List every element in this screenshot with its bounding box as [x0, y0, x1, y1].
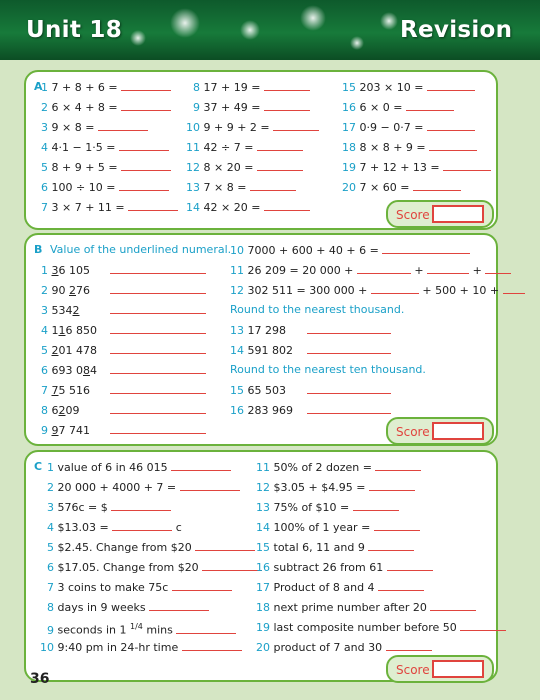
question-text: 7 × 8 =	[203, 181, 247, 194]
question-number: 10	[186, 121, 200, 134]
question-text: last composite number before 50	[273, 621, 457, 634]
question-text: 9 × 8 =	[51, 121, 95, 134]
question-number: 15	[256, 541, 270, 554]
section-letter: B	[34, 243, 43, 256]
question-number: 5	[47, 541, 54, 554]
header-banner	[0, 0, 540, 60]
question-text: 7 × 60 =	[359, 181, 410, 194]
underlined-digit: 3	[51, 264, 59, 277]
question-text: 8 × 20 =	[203, 161, 254, 174]
question-text: $3.05 + $4.95 =	[273, 481, 366, 494]
question-number: 19	[256, 621, 270, 634]
question-number: 5	[41, 344, 48, 357]
sparkle	[240, 20, 260, 40]
question-text: 203 × 10 =	[359, 81, 424, 94]
question	[256, 600, 476, 615]
question-text: value of 6 in 46 015	[57, 461, 168, 474]
underlined-digit: 9	[51, 424, 59, 437]
numeral: 90 276	[51, 284, 90, 297]
question-text: 75% of $10 =	[273, 501, 350, 514]
question	[40, 403, 206, 418]
section-b-panel	[24, 233, 498, 446]
question	[40, 140, 169, 155]
answer-blank[interactable]	[250, 180, 296, 191]
question: 16 283 969	[230, 403, 391, 418]
unit-suffix: c	[175, 521, 182, 534]
question-text: 42 ÷ 7 =	[203, 141, 254, 154]
question-text: 3 × 7 + 11 =	[51, 201, 125, 214]
answer-blank[interactable]	[374, 520, 420, 531]
section-a-panel	[24, 70, 498, 230]
question-text: 0·9 − 0·7 =	[359, 121, 424, 134]
question	[40, 423, 206, 438]
question-number: 14	[256, 521, 270, 534]
question-number: 14	[186, 201, 200, 214]
question	[342, 80, 475, 95]
unit-title: Unit 18	[26, 17, 123, 43]
question	[40, 580, 232, 595]
question-number: 12	[186, 161, 200, 174]
answer-blank[interactable]	[460, 620, 506, 631]
underlined-digit: 7	[51, 384, 59, 397]
question	[342, 140, 477, 155]
question	[40, 323, 206, 338]
question-number: 7	[41, 384, 48, 397]
answer-blank[interactable]	[110, 303, 206, 314]
question	[40, 500, 171, 515]
score-input[interactable]	[432, 422, 484, 440]
question	[40, 640, 242, 655]
question-text: product of 7 and 30	[273, 641, 383, 654]
answer-blank[interactable]	[485, 263, 511, 274]
question-text: 20 000 + 4000 + 7 =	[57, 481, 177, 494]
section-letter: C	[34, 460, 43, 473]
numeral: 201 478	[51, 344, 97, 357]
underlined-digit: 2	[72, 304, 80, 317]
answer-blank[interactable]	[121, 80, 171, 91]
question	[40, 620, 236, 638]
answer-blank[interactable]	[427, 80, 475, 91]
question-text: $2.45. Change from $20	[57, 541, 192, 554]
score-box	[386, 200, 494, 228]
question-text: days in 9 weeks	[57, 601, 146, 614]
question-text: 9:40 pm in 24-hr time	[57, 641, 179, 654]
answer-blank[interactable]	[427, 120, 475, 131]
sparkle	[170, 8, 200, 38]
page-number: 36	[30, 671, 50, 687]
answer-blank[interactable]	[406, 100, 454, 111]
question	[342, 180, 461, 195]
question-text: 3 coins to make 75c	[57, 581, 169, 594]
question-number: 16	[342, 101, 356, 114]
answer-blank[interactable]	[427, 263, 469, 274]
question	[40, 120, 148, 135]
question	[256, 580, 424, 595]
question-text: Product of 8 and 4	[273, 581, 375, 594]
question-number: 19	[342, 161, 356, 174]
question-number: 2	[41, 284, 48, 297]
fraction: 1/4	[129, 622, 143, 631]
answer-blank[interactable]	[180, 480, 240, 491]
numeral: 36 105	[51, 264, 90, 277]
question-number: 8	[193, 81, 200, 94]
round-thousand-heading: Round to the nearest thousand.	[230, 303, 405, 316]
question	[40, 263, 206, 278]
answer-blank[interactable]	[110, 263, 206, 274]
answer-blank[interactable]	[149, 600, 209, 611]
underlined-digit: 2	[51, 344, 59, 357]
question-number: 11	[186, 141, 200, 154]
question	[186, 200, 310, 215]
question	[40, 520, 182, 535]
question-text: $17.05. Change from $20	[57, 561, 199, 574]
question	[40, 560, 262, 575]
underlined-digit: 8	[83, 364, 90, 377]
question-number: 5	[41, 161, 48, 174]
answer-blank[interactable]	[307, 383, 391, 394]
answer-blank[interactable]	[202, 560, 262, 571]
answer-blank[interactable]	[264, 200, 310, 211]
question-number: 17	[256, 581, 270, 594]
answer-blank[interactable]	[430, 600, 476, 611]
question	[256, 540, 414, 555]
answer-blank[interactable]	[121, 100, 171, 111]
answer-blank[interactable]	[353, 500, 399, 511]
question: 14 591 802	[230, 343, 391, 358]
question-number: 4	[41, 324, 48, 337]
question	[256, 480, 415, 495]
answer-blank[interactable]	[386, 640, 432, 651]
question	[40, 160, 171, 175]
score-label: Score	[396, 425, 430, 439]
answer-blank[interactable]	[110, 343, 206, 354]
answer-blank[interactable]	[172, 580, 232, 591]
answer-blank[interactable]	[264, 100, 310, 111]
underlined-digit: 2	[69, 284, 76, 297]
question-number: 8	[41, 404, 48, 417]
question	[342, 160, 491, 175]
question-text: 100% of 1 year =	[273, 521, 371, 534]
numeral: 75 516	[51, 384, 90, 397]
question-number: 3	[47, 501, 54, 514]
answer-blank[interactable]	[98, 120, 148, 131]
numeral: 693 084	[51, 364, 97, 377]
question-number: 18	[342, 141, 356, 154]
answer-blank[interactable]	[257, 140, 303, 151]
question	[40, 600, 209, 615]
question-text: $13.03 =	[57, 521, 109, 534]
question-number: 9	[41, 424, 48, 437]
question-number: 2	[47, 481, 54, 494]
question-number: 9	[47, 623, 54, 637]
question: 10 7000 + 600 + 40 + 6 =	[230, 243, 470, 258]
question-number: 15	[342, 81, 356, 94]
question	[186, 140, 303, 155]
question-text: seconds in 1	[57, 623, 127, 637]
question-number: 17	[342, 121, 356, 134]
question-text: 8 × 8 + 9 =	[359, 141, 426, 154]
question	[256, 640, 432, 655]
question-text: next prime number after 20	[273, 601, 427, 614]
question: 15 65 503	[230, 383, 391, 398]
answer-blank[interactable]	[429, 140, 477, 151]
section-b-heading: Value of the underlined numeral.	[50, 243, 232, 256]
question	[186, 120, 319, 135]
question	[342, 120, 475, 135]
question-number: 3	[41, 304, 48, 317]
answer-blank[interactable]	[264, 80, 310, 91]
question	[40, 343, 206, 358]
answer-blank[interactable]	[368, 540, 414, 551]
answer-blank[interactable]	[121, 160, 171, 171]
answer-blank[interactable]	[357, 263, 411, 274]
score-box	[386, 417, 494, 445]
question-number: 4	[41, 141, 48, 154]
question-text: 9 + 9 + 2 =	[203, 121, 270, 134]
score-label: Score	[396, 663, 430, 677]
question	[186, 80, 310, 95]
answer-blank[interactable]	[273, 120, 319, 131]
answer-blank[interactable]	[110, 403, 206, 414]
question-number: 6	[41, 181, 48, 194]
score-input[interactable]	[432, 660, 484, 678]
question	[40, 303, 206, 318]
question-number: 13	[186, 181, 200, 194]
question	[40, 460, 231, 475]
answer-blank[interactable]	[128, 200, 178, 211]
question	[40, 180, 169, 195]
question-number: 1	[41, 81, 48, 94]
question-number: 7	[47, 581, 54, 594]
question	[256, 520, 420, 535]
question-text: 8 + 9 + 5 =	[51, 161, 118, 174]
question-number: 20	[256, 641, 270, 654]
sparkle	[380, 12, 398, 30]
answer-blank[interactable]	[371, 283, 419, 294]
numeral: 5342	[51, 304, 80, 317]
answer-blank[interactable]	[307, 403, 391, 414]
numeral: 6209	[51, 404, 80, 417]
question	[40, 363, 206, 378]
answer-blank[interactable]	[307, 343, 391, 354]
score-label: Score	[396, 208, 430, 222]
question-number: 16	[256, 561, 270, 574]
answer-blank[interactable]	[119, 180, 169, 191]
answer-blank[interactable]	[110, 383, 206, 394]
question-number: 6	[47, 561, 54, 574]
section-c-panel	[24, 450, 498, 682]
score-box	[386, 655, 494, 683]
answer-blank[interactable]	[382, 243, 470, 254]
question	[186, 180, 296, 195]
answer-blank[interactable]	[307, 323, 391, 334]
sparkle	[300, 5, 326, 31]
answer-blank[interactable]	[110, 323, 206, 334]
question-number: 18	[256, 601, 270, 614]
underlined-digit: 2	[58, 404, 66, 417]
question-number: 6	[41, 364, 48, 377]
question-text: 576c = $	[57, 501, 108, 514]
question	[256, 560, 433, 575]
round-ten-thousand-heading: Round to the nearest ten thousand.	[230, 363, 426, 376]
answer-blank[interactable]	[257, 160, 303, 171]
answer-blank[interactable]	[176, 623, 236, 634]
question-number: 13	[256, 501, 270, 514]
question-number: 2	[41, 101, 48, 114]
answer-blank[interactable]	[387, 560, 433, 571]
question-text: 50% of 2 dozen =	[273, 461, 372, 474]
question-text: 7 + 12 + 13 =	[359, 161, 440, 174]
question-number: 8	[47, 601, 54, 614]
answer-blank[interactable]	[375, 460, 421, 471]
question	[40, 540, 255, 555]
question-number: 20	[342, 181, 356, 194]
question-text: 100 ÷ 10 =	[51, 181, 116, 194]
answer-blank[interactable]	[112, 520, 172, 531]
underlined-digit: 1	[58, 324, 66, 337]
question-text: 7 + 8 + 6 =	[51, 81, 118, 94]
question	[40, 200, 178, 215]
answer-blank[interactable]	[110, 363, 206, 374]
question	[40, 80, 171, 95]
question-number: 11	[256, 461, 270, 474]
score-input[interactable]	[432, 205, 484, 223]
question	[256, 460, 421, 475]
answer-blank[interactable]	[182, 640, 242, 651]
question	[40, 480, 240, 495]
question-text: 17 + 19 =	[203, 81, 261, 94]
numeral: 116 850	[51, 324, 97, 337]
answer-blank[interactable]	[110, 423, 206, 434]
question	[342, 100, 454, 115]
question: 12 302 511 = 300 000 + + 500 + 10 +	[230, 283, 525, 298]
question-number: 4	[47, 521, 54, 534]
question	[40, 283, 206, 298]
question-number: 12	[256, 481, 270, 494]
question-text: 6 × 4 + 8 =	[51, 101, 118, 114]
question-text: 42 × 20 =	[203, 201, 261, 214]
question-number: 7	[41, 201, 48, 214]
question: 11 26 209 = 20 000 + + +	[230, 263, 511, 278]
answer-blank[interactable]	[413, 180, 461, 191]
question	[256, 500, 399, 515]
section-letter: A	[34, 80, 43, 93]
question-text: subtract 26 from 61	[273, 561, 384, 574]
answer-blank[interactable]	[110, 283, 206, 294]
sparkle	[130, 30, 146, 46]
answer-blank[interactable]	[443, 160, 491, 171]
sparkle	[350, 36, 364, 50]
answer-blank[interactable]	[111, 500, 171, 511]
answer-blank[interactable]	[503, 283, 525, 294]
question-number: 3	[41, 121, 48, 134]
answer-blank[interactable]	[195, 540, 255, 551]
question	[256, 620, 506, 635]
question	[186, 160, 303, 175]
question-number: 9	[193, 101, 200, 114]
question: 13 17 298	[230, 323, 391, 338]
question-number: 1	[41, 264, 48, 277]
question-text: mins	[146, 623, 173, 637]
answer-blank[interactable]	[171, 460, 231, 471]
section-title: Revision	[400, 17, 513, 43]
answer-blank[interactable]	[369, 480, 415, 491]
answer-blank[interactable]	[378, 580, 424, 591]
question	[186, 100, 310, 115]
question	[40, 383, 206, 398]
question	[40, 100, 171, 115]
answer-blank[interactable]	[119, 140, 169, 151]
question-number: 1	[47, 461, 54, 474]
question-text: 6 × 0 =	[359, 101, 403, 114]
question-text: 37 + 49 =	[203, 101, 261, 114]
question-number: 10	[40, 641, 54, 654]
numeral: 97 741	[51, 424, 90, 437]
question-text: 4·1 − 1·5 =	[51, 141, 116, 154]
question-text: total 6, 11 and 9	[273, 541, 365, 554]
